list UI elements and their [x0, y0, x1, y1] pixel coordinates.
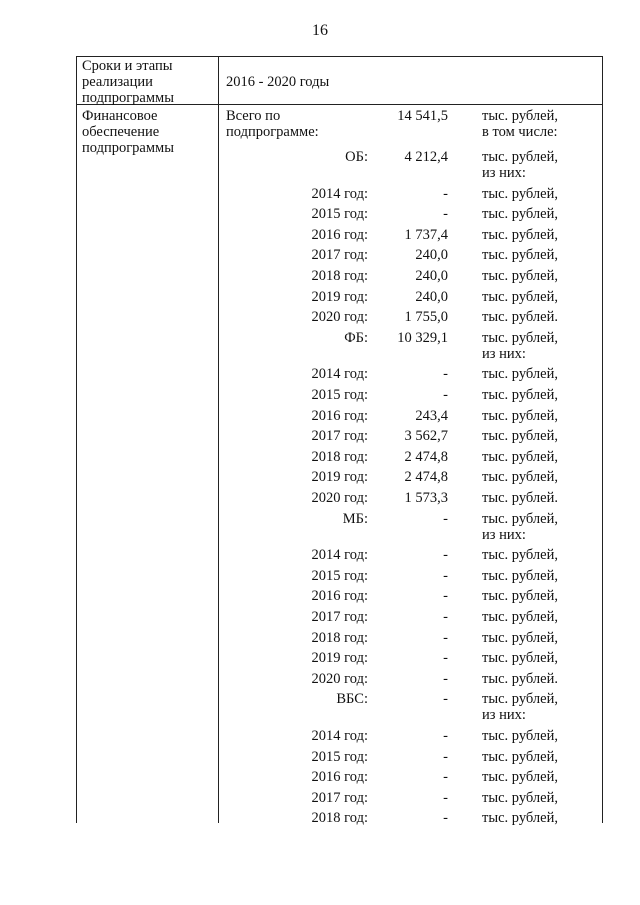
- finance-line-value: -: [443, 588, 448, 605]
- finance-line-row: [218, 650, 603, 671]
- finance-line-unit: [482, 268, 558, 284]
- finance-line-unit-text: тыс. рублей,: [482, 728, 558, 744]
- finance-line-unit-text: тыс. рублей,: [482, 387, 558, 403]
- finance-line-label: 2016 год:: [311, 769, 368, 786]
- finance-line-unit-text: тыс. рублей,: [482, 691, 558, 708]
- finance-line-value: -: [443, 547, 448, 564]
- finance-line-unit: [482, 227, 558, 243]
- finance-label-line: обеспечение: [82, 124, 160, 140]
- finance-line-unit: [482, 247, 558, 263]
- finance-line-unit-text: тыс. рублей,: [482, 448, 558, 465]
- finance-line-unit-text: тыс. рублей,: [482, 226, 558, 243]
- table-left-border: [76, 56, 77, 823]
- finance-line-unit-text: тыс. рублей,: [482, 329, 558, 346]
- finance-line-value: 2 474,8: [404, 448, 448, 465]
- finance-total-unit: [482, 108, 558, 140]
- finance-line-unit: [482, 650, 558, 666]
- finance-total-label-line: подпрограмме:: [226, 124, 319, 140]
- finance-line-value: -: [443, 567, 448, 584]
- finance-line-label: 2020 год:: [311, 309, 368, 326]
- finance-line-row: [218, 691, 603, 724]
- finance-line-label: 2015 год:: [311, 206, 368, 223]
- finance-line-label: 2015 год:: [311, 567, 368, 584]
- finance-line-label: 2020 год:: [311, 490, 368, 506]
- finance-line-row: [218, 630, 603, 651]
- finance-line-value: 4 212,4: [404, 149, 448, 165]
- finance-line-label: 2014 год:: [311, 366, 368, 383]
- finance-line-unit-text: тыс. рублей,: [482, 567, 558, 584]
- finance-line-row: [218, 568, 603, 589]
- finance-line-unit: [482, 309, 558, 325]
- finance-line-unit-text: тыс. рублей,: [482, 547, 558, 564]
- finance-line-unit-text: тыс. рублей,: [482, 268, 558, 284]
- finance-total-label: [226, 108, 319, 140]
- finance-line-row: [218, 309, 603, 330]
- finance-line-value: 240,0: [415, 268, 448, 284]
- finance-line-unit: [482, 330, 558, 362]
- finance-total-unit-line: в том числе:: [482, 124, 558, 140]
- finance-line-unit-subtext: из них:: [482, 526, 526, 543]
- finance-line-unit-text: тыс. рублей.: [482, 490, 558, 506]
- finance-label: [82, 108, 212, 156]
- finance-line-unit-text: тыс. рублей,: [482, 789, 558, 806]
- finance-line-unit: [482, 769, 558, 785]
- finance-line-unit: [482, 568, 558, 584]
- finance-line-unit: [482, 630, 558, 646]
- finance-line-row: [218, 547, 603, 568]
- finance-line-label: 2019 год:: [311, 288, 368, 305]
- finance-line-unit-text: тыс. рублей,: [482, 288, 558, 305]
- finance-line-value: -: [443, 728, 448, 744]
- finance-line-value: 10 329,1: [397, 329, 448, 346]
- finance-line-row: [218, 366, 603, 387]
- finance-line-value: 1 755,0: [404, 309, 448, 326]
- finance-line-value: -: [443, 387, 448, 403]
- finance-line-value: -: [443, 810, 448, 827]
- finance-line-unit-text: тыс. рублей,: [482, 650, 558, 667]
- finance-line-label: 2014 год:: [311, 728, 368, 744]
- finance-line-unit-text: тыс. рублей,: [482, 810, 558, 827]
- finance-line-row: [218, 749, 603, 770]
- terms-label-line: подпрограммы: [82, 90, 174, 106]
- finance-line-unit-text: тыс. рублей,: [482, 510, 558, 527]
- finance-line-label: 2014 год:: [311, 547, 368, 564]
- finance-line-row: [218, 149, 603, 181]
- finance-line-unit-text: тыс. рублей,: [482, 428, 558, 445]
- finance-line-unit: [482, 387, 558, 403]
- finance-line-unit: [482, 366, 558, 382]
- finance-line-value: 240,0: [415, 247, 448, 264]
- finance-line-unit-text: тыс. рублей,: [482, 247, 558, 264]
- finance-line-unit-text: тыс. рублей,: [482, 588, 558, 605]
- finance-line-row: [218, 810, 603, 831]
- finance-line-row: [218, 186, 603, 207]
- finance-line-row: [218, 671, 603, 692]
- finance-line-unit-text: тыс. рублей.: [482, 309, 558, 326]
- finance-line-unit: [482, 671, 558, 687]
- terms-label-line: Сроки и этапы: [82, 58, 173, 74]
- finance-line-unit: [482, 728, 558, 744]
- finance-line-unit: [482, 609, 558, 625]
- finance-line-value: -: [443, 789, 448, 806]
- finance-line-unit: [482, 206, 558, 222]
- finance-line-value: -: [443, 206, 448, 223]
- finance-line-unit: [482, 790, 558, 806]
- finance-line-unit: [482, 408, 558, 424]
- page-number: 16: [312, 22, 328, 39]
- finance-line-unit-text: тыс. рублей,: [482, 366, 558, 383]
- finance-line-row: [218, 510, 603, 543]
- finance-line-value: -: [443, 366, 448, 383]
- finance-line-unit-subtext: из них:: [482, 345, 526, 362]
- finance-line-row: [218, 469, 603, 490]
- finance-line-value: -: [443, 609, 448, 625]
- terms-label: [82, 58, 212, 106]
- finance-line-value: -: [443, 691, 448, 708]
- finance-line-unit-subtext: из них:: [482, 165, 526, 181]
- finance-line-label: 2018 год:: [311, 268, 368, 284]
- finance-line-unit: [482, 149, 558, 181]
- finance-line-label: 2018 год:: [311, 448, 368, 465]
- finance-line-value: -: [443, 650, 448, 667]
- finance-line-unit-text: тыс. рублей,: [482, 185, 558, 202]
- finance-line-row: [218, 329, 603, 362]
- finance-line-unit: [482, 810, 558, 826]
- finance-line-row: [218, 268, 603, 289]
- finance-line-label: 2019 год:: [311, 469, 368, 486]
- finance-line-value: 1 737,4: [404, 226, 448, 243]
- finance-line-row: [218, 790, 603, 811]
- finance-line-row: [218, 588, 603, 609]
- terms-value: 2016 - 2020 годы: [226, 74, 330, 90]
- finance-label-line: Финансовое: [82, 108, 158, 124]
- finance-line-unit-text: тыс. рублей,: [482, 149, 558, 165]
- finance-line-label: МБ:: [342, 510, 368, 527]
- finance-line-label: ФБ:: [344, 329, 368, 346]
- finance-total-value: 14 541,5: [397, 108, 448, 124]
- finance-line-value: 243,4: [415, 407, 448, 424]
- finance-line-unit-subtext: из них:: [482, 707, 526, 724]
- finance-line-unit: [482, 428, 558, 444]
- finance-line-label: 2015 год:: [311, 387, 368, 403]
- finance-line-label: 2017 год:: [311, 609, 368, 625]
- finance-line-row: [218, 247, 603, 268]
- finance-line-unit-text: тыс. рублей,: [482, 629, 558, 646]
- finance-line-label: 2016 год:: [311, 588, 368, 605]
- finance-line-unit-text: тыс. рублей,: [482, 609, 558, 625]
- finance-line-label: 2016 год:: [311, 226, 368, 243]
- finance-line-row: [218, 206, 603, 227]
- finance-line-label: 2015 год:: [311, 748, 368, 765]
- finance-line-unit: [482, 749, 558, 765]
- finance-line-row: [218, 428, 603, 449]
- finance-line-label: 2018 год:: [311, 629, 368, 646]
- finance-line-unit: [482, 449, 558, 465]
- finance-line-value: -: [443, 629, 448, 646]
- finance-line-label: 2018 год:: [311, 810, 368, 827]
- finance-line-row: [218, 449, 603, 470]
- finance-line-unit: [482, 469, 558, 485]
- finance-line-value: 2 474,8: [404, 469, 448, 486]
- finance-line-unit: [482, 289, 558, 305]
- finance-line-row: [218, 289, 603, 310]
- finance-line-unit-text: тыс. рублей,: [482, 407, 558, 424]
- finance-line-unit: [482, 588, 558, 604]
- finance-line-unit: [482, 511, 558, 543]
- terms-label-line: реализации: [82, 74, 153, 90]
- finance-line-unit: [482, 547, 558, 563]
- finance-line-value: -: [443, 510, 448, 527]
- finance-line-label: 2016 год:: [311, 407, 368, 424]
- finance-line-label: 2014 год:: [311, 185, 368, 202]
- finance-line-row: [218, 609, 603, 630]
- finance-total-unit-line: тыс. рублей,: [482, 108, 558, 124]
- finance-line-value: -: [443, 769, 448, 786]
- table-top-border: [76, 56, 603, 57]
- finance-line-row: [218, 769, 603, 790]
- finance-line-value: 240,0: [415, 288, 448, 305]
- finance-line-value: 1 573,3: [404, 490, 448, 506]
- finance-line-row: [218, 490, 603, 511]
- finance-line-row: [218, 728, 603, 749]
- finance-line-value: -: [443, 748, 448, 765]
- finance-line-label: 2017 год:: [311, 789, 368, 806]
- finance-line-row: [218, 408, 603, 429]
- finance-line-unit-text: тыс. рублей,: [482, 748, 558, 765]
- finance-line-unit-text: тыс. рублей.: [482, 670, 558, 687]
- finance-line-row: [218, 387, 603, 408]
- finance-line-label: 2017 год:: [311, 247, 368, 264]
- finance-line-label: 2020 год:: [311, 670, 368, 687]
- finance-label-line: подпрограммы: [82, 140, 174, 156]
- finance-line-unit-text: тыс. рублей,: [482, 206, 558, 223]
- finance-total-row: [218, 108, 603, 148]
- finance-total-label-line: Всего по: [226, 108, 281, 124]
- finance-line-label: ВБС:: [336, 691, 368, 708]
- finance-line-unit-text: тыс. рублей,: [482, 769, 558, 786]
- finance-line-value: -: [443, 185, 448, 202]
- finance-line-unit: [482, 691, 558, 723]
- finance-line-unit-text: тыс. рублей,: [482, 469, 558, 486]
- finance-line-unit: [482, 490, 558, 506]
- finance-line-label: 2017 год:: [311, 428, 368, 445]
- finance-line-label: 2019 год:: [311, 650, 368, 667]
- finance-line-row: [218, 227, 603, 248]
- finance-line-value: -: [443, 670, 448, 687]
- finance-line-label: ОБ:: [345, 149, 368, 165]
- finance-line-value: 3 562,7: [404, 428, 448, 445]
- finance-line-unit: [482, 186, 558, 202]
